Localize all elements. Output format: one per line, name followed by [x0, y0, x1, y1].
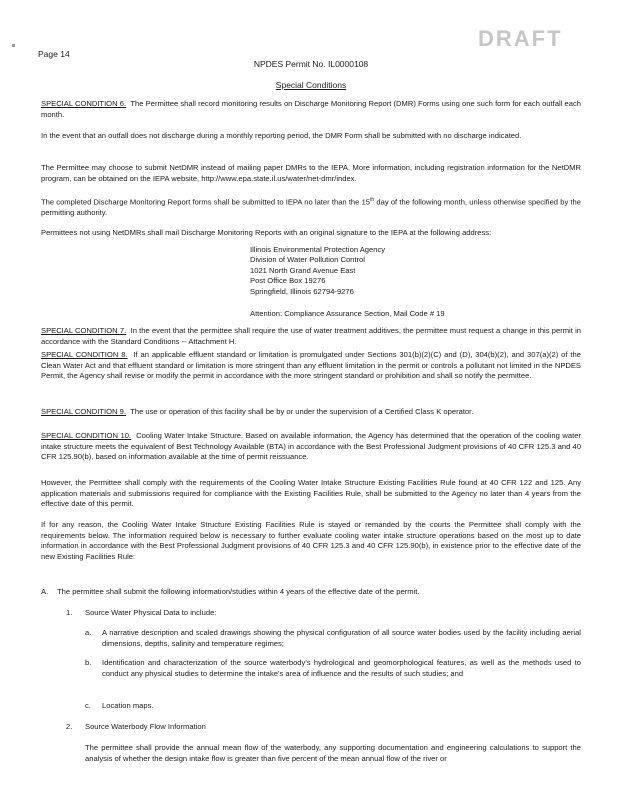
- item-2-paragraph: The permittee shall provide the annual mean flow of the waterbody, any supporting documentation and engineering calculations to support the analysis of whether the design intake flow is greater than five percent of the mean annual flow of the river or: [85, 743, 581, 763]
- address-line-5: Springfield, Illinois 62794-9276: [250, 286, 354, 296]
- sc6-text-1: The Permittee shall record monitoring results on Discharge Monitoring Report (DMR) Forms using one such form for each outfall each month.: [41, 99, 581, 119]
- sc10-paragraph-2: However, the Permittee shall comply with the requirements of the Cooling Water Intake Structure Existing Facilities Rule found at 40 CFR 122 and 125. Any application materials and submissions required for compliance with the Existing Facilities Rule, shall be submitted to the Agency no later than 4 years from the effective date of this permit.: [41, 478, 581, 509]
- address-attention: Attention: Compliance Assurance Section, Mail Code # 19: [250, 309, 445, 318]
- item-2-label: 2.: [66, 722, 73, 731]
- sc9-paragraph: [41, 407, 581, 418]
- permit-number: NPDES Permit No. IL0000108: [253, 59, 369, 69]
- sc10-text-1: Cooling Water Intake Structure. Based on available information, the Agency has determined that the operation of the cooling water intake structure meets the equivalent of Best Technology Available (BTA) in accordance with the Best Professional Judgment provisions of 40 CFR 125.3 and 40 CFR 125.90(b), based on information available at the time of permit reissuance.: [41, 431, 581, 462]
- sc7-label: SPECIAL CONDITION 7.: [41, 326, 127, 335]
- sc7-paragraph: [41, 326, 581, 347]
- sc7-text: In the event that the permittee shall require the use of water treatment additives, the permittee must request a change in this permit in accordance with the Standard Conditions -- Attachment H.: [41, 326, 581, 346]
- sc9-text: The use or operation of this facility shall be by or under the supervision of a Certified Class K operator.: [130, 407, 474, 416]
- sc10-label: SPECIAL CONDITION 10.: [41, 431, 132, 440]
- item-1c-text: Location maps.: [102, 701, 154, 710]
- sc6-paragraph-5: Permittees not using NetDMRs shall mail Discharge Monitoring Reports with an original signature to the IEPA at the following address:: [41, 228, 492, 237]
- sc6-paragraph-1: [41, 99, 581, 120]
- section-title: Special Conditions: [275, 80, 347, 90]
- item-1c-label: c.: [85, 701, 91, 710]
- address-line-4: Post Office Box 19276: [250, 276, 326, 286]
- scan-speck: [12, 44, 15, 47]
- sc8-paragraph: [41, 350, 581, 382]
- mailing-address: [250, 245, 385, 297]
- item-1b-text: Identification and characterization of the source waterbody's hydrological and geomorphological features, as well as the methods used to conduct any physical studies to determine the intake's area of influence and the results of such studies; and: [102, 658, 581, 678]
- item-1-label: 1.: [66, 608, 73, 617]
- sc6-text-4b: day of the following month, unless otherwise specified by the permitting authority.: [41, 197, 581, 218]
- sc10-paragraph-1: [41, 431, 581, 463]
- item-2-text: Source Waterbody Flow Information: [85, 722, 206, 731]
- list-a-text: The permittee shall submit the following information/studies within 4 years of the effective date of the permit.: [57, 587, 420, 596]
- item-1a-label: a.: [85, 628, 92, 637]
- address-line-2: Division of Water Pollution Control: [250, 255, 365, 265]
- sc6-paragraph-3: The Permittee may choose to submit NetDMR instead of mailing paper DMRs to the IEPA. More information, including registration information for the NetDMR program, can be obtained on the IEPA website, http://www.epa.state.il.us/water/net-dmr/index.: [41, 163, 581, 183]
- address-line-3: 1021 North Grand Avenue East: [250, 265, 356, 275]
- sc6-paragraph-2: In the event that an outfall does not discharge during a monthly reporting period, the DMR Form shall be submitted with no discharge indicated.: [41, 131, 522, 140]
- item-1b-label: b.: [85, 658, 92, 667]
- sc9-label: SPECIAL CONDITION 9.: [41, 407, 126, 416]
- item-1a-text: A narrative description and scaled drawings showing the physical configuration of all source water bodies used by the facility including aerial dimensions, depths, salinity and temperature regimes;: [102, 628, 581, 648]
- address-line-1: Illinois Environmental Protection Agency: [250, 245, 386, 254]
- list-a-label: A.: [41, 587, 49, 596]
- item-1-text: Source Water Physical Data to include:: [85, 608, 217, 617]
- sc6-text-4-sup: th: [370, 197, 375, 203]
- sc6-label: SPECIAL CONDITION 6.: [41, 99, 127, 108]
- sc8-text: If an applicable effluent standard or limitation is promulgated under Sections 301(b)(2)(C) and (D), 304(b)(2), and 307(a)(2) of the Clean Water Act and that effluent standard or limitation is more stringent than any effluent limitation in the permit or controls a pollutant not limited in the NPDES Permit, the Agency shall revise or modify the permit in accordance with the more stringent standard or prohibition and shall so notify the permittee.: [41, 350, 581, 381]
- page-number: Page 14: [38, 49, 70, 59]
- draft-stamp: DRAFT: [478, 26, 563, 51]
- sc10-paragraph-3: If for any reason, the Cooling Water Intake Structure Existing Facilities Rule is stayed or remanded by the courts the Permittee shall comply with the requirements below. The information required below is necessary to further evaluate cooling water intake structure operations based on the most up to date information in accordance with the Best Professional Judgment provisions of 40 CFR 125.3 and 40 CFR 125.90(b), in existence prior to the effective date of the new Existing Facilities Rule:: [41, 520, 581, 561]
- sc6-paragraph-4: [41, 195, 581, 219]
- sc8-label: SPECIAL CONDITION 8.: [41, 350, 128, 359]
- sc6-text-4a: The completed Discharge Monitoring Report forms shall be submitted to IEPA no later than the 15: [41, 197, 371, 207]
